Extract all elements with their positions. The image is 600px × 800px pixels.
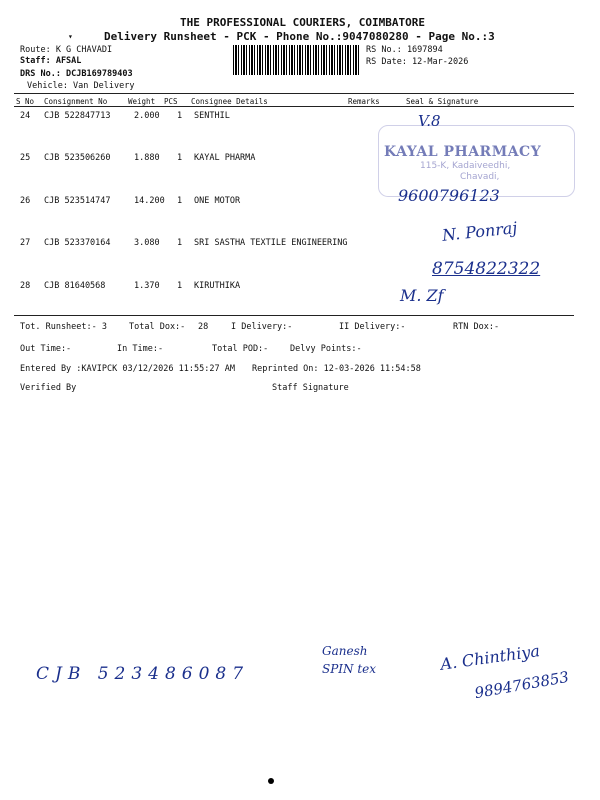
total-dox-label: Total Dox:- — [129, 322, 186, 332]
ink-dot — [268, 778, 274, 784]
in-time: In Time:- — [117, 344, 164, 354]
row-consignment: CJB 523506260 — [44, 153, 111, 163]
row-consignee: KIRUTHIKA — [194, 281, 241, 291]
out-time: Out Time:- — [20, 344, 72, 354]
total-dox-value: 28 — [198, 322, 209, 332]
drs-label: DRS No.: DCJB169789403 — [20, 69, 133, 79]
reprinted-on: Reprinted On: 12-03-2026 11:54:58 — [252, 364, 421, 374]
row-sno: 26 — [20, 196, 31, 206]
row-pcs: 1 — [177, 153, 183, 163]
company-title: THE PROFESSIONAL COURIERS, COIMBATORE — [180, 16, 426, 29]
row-weight: 1.370 — [134, 281, 160, 291]
runsheet-subtitle: Delivery Runsheet - PCK - Phone No.:9047080280 - Page No.:3 — [104, 30, 495, 43]
row-weight: 14.200 — [134, 196, 165, 206]
total-pod: Total POD:- — [212, 344, 269, 354]
handwritten-company: SPIN tex — [322, 662, 377, 676]
row-consignee: SRI SASTHA TEXTILE ENGINEERING — [194, 238, 348, 248]
handwritten-signature-bottom: A. Chinthiya — [439, 641, 541, 674]
signature-row28: M. Zf — [400, 286, 444, 305]
col-sno: S No — [16, 97, 35, 106]
stamp-line1: 115-K, Kadaiveedhi, — [420, 161, 511, 171]
rs-number: RS No.: 1697894 — [366, 45, 443, 55]
handwritten-consignment: CJB 523486087 — [36, 664, 250, 684]
col-consignee: Consignee Details — [191, 97, 268, 106]
entered-by: Entered By :KAVIPCK 03/12/2026 11:55:27 AM — [20, 364, 235, 374]
row-consignment: CJB 523370164 — [44, 238, 111, 248]
row-pcs: 1 — [177, 238, 183, 248]
rtn-dox: RTN Dox:- — [453, 322, 500, 332]
i-delivery: I Delivery:- — [231, 322, 293, 332]
handwritten-name: Ganesh — [322, 644, 368, 658]
col-pcs: PCS — [164, 97, 178, 106]
col-weight: Weight — [128, 97, 156, 106]
signature-row26: N. Ponraj — [441, 218, 519, 245]
stamp-line2: Chavadi, — [460, 172, 500, 182]
total-runsheet: Tot. Runsheet:- 3 — [20, 322, 107, 332]
verified-by: Verified By — [20, 383, 77, 393]
col-seal: Seal & Signature — [406, 97, 479, 106]
col-remarks: Remarks — [348, 97, 380, 106]
row-sno: 24 — [20, 111, 31, 121]
row-pcs: 1 — [177, 196, 183, 206]
row-consignee: ONE MOTOR — [194, 196, 241, 206]
delivery-points: Delvy Points:- — [290, 344, 362, 354]
row-sno: 25 — [20, 153, 31, 163]
staff-signature: Staff Signature — [272, 383, 349, 393]
row-sno: 28 — [20, 281, 31, 291]
row-consignee: SENTHIL — [194, 111, 230, 121]
row-weight: 3.080 — [134, 238, 160, 248]
row-consignment: CJB 522847713 — [44, 111, 111, 121]
signature-row24: V.8 — [418, 112, 441, 130]
col-consignment: Consignment No — [44, 97, 108, 106]
handwritten-phone-row27: 8754822322 — [432, 259, 541, 279]
row-consignee: KAYAL PHARMA — [194, 153, 256, 163]
row-sno: 27 — [20, 238, 31, 248]
vehicle-label: Vehicle: Van Delivery — [27, 81, 135, 91]
handwritten-phone-row25: 9600796123 — [398, 186, 500, 205]
handwritten-phone-bottom: 9894763853 — [473, 667, 571, 703]
route-label: Route: K G CHAVADI — [20, 45, 113, 55]
row-pcs: 1 — [177, 281, 183, 291]
row-consignment: CJB 81640568 — [44, 281, 106, 291]
rs-date: RS Date: 12-Mar-2026 — [366, 57, 469, 67]
stamp-name: KAYAL PHARMACY — [384, 144, 542, 160]
row-weight: 1.880 — [134, 153, 160, 163]
row-consignment: CJB 523514747 — [44, 196, 111, 206]
totals-rule — [14, 315, 574, 316]
barcode — [233, 45, 361, 75]
staff-label: Staff: AFSAL — [20, 56, 82, 66]
ii-delivery: II Delivery:- — [339, 322, 406, 332]
table-top-rule — [14, 93, 574, 94]
row-weight: 2.000 — [134, 111, 160, 121]
mark-glyph: ▾ — [68, 32, 73, 41]
table-header-rule — [14, 106, 574, 107]
row-pcs: 1 — [177, 111, 183, 121]
